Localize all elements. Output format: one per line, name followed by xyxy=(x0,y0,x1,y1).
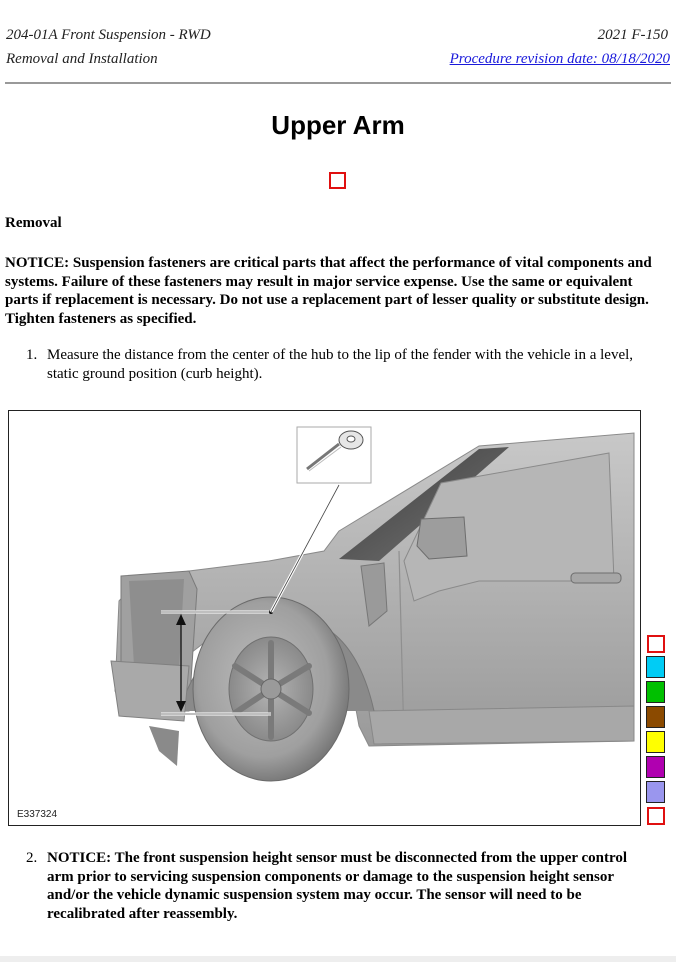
header-doc-type: Removal and Installation xyxy=(6,51,158,67)
removal-heading: Removal xyxy=(5,215,62,231)
swatch-purple[interactable] xyxy=(646,756,665,778)
step-2 xyxy=(26,849,656,923)
removal-notice: NOTICE: Suspension fasteners are critical parts that affect the performance of vital components and systems. Failure of these fasteners may result in major service expense. Use the same or equivalent parts if replacement is necessary. Do not use a replacement part of lesser quality or substitute design. Tighten fasteners as specified. xyxy=(5,255,652,327)
truck-body xyxy=(111,433,634,766)
figure-id-label: E337324 xyxy=(17,809,58,820)
swatch-marker-top[interactable] xyxy=(647,635,665,653)
step-text: NOTICE: The front suspension height sensor must be disconnected from the upper control arm prior to servicing suspension components or damage to the suspension height sensor and/or the vehicle dynamic suspension system may occur. The sensor will need to be recalibrated after reassembly. xyxy=(47,850,628,922)
title-marker-box[interactable] xyxy=(329,172,346,189)
front-wheel xyxy=(193,597,349,781)
illustration-figure xyxy=(8,410,641,826)
swatch-lavender[interactable] xyxy=(646,781,665,803)
revision-date-link[interactable]: Procedure revision date: 08/18/2020 xyxy=(449,51,670,67)
step-1 xyxy=(26,346,646,384)
step-text: Measure the distance from the center of the hub to the lip of the fender with the vehicle in a level, static ground position (curb height). xyxy=(47,347,634,382)
swatch-cyan[interactable] xyxy=(646,656,665,678)
header-divider xyxy=(5,82,671,84)
measuring-tape-icon xyxy=(297,427,371,483)
step-number: 2. xyxy=(26,850,38,866)
swatch-green[interactable] xyxy=(646,681,665,703)
swatch-marker-bottom[interactable] xyxy=(647,807,665,825)
bottom-divider xyxy=(0,956,676,962)
vehicle-illustration xyxy=(9,411,639,824)
step-number: 1. xyxy=(26,347,38,363)
page-title: Upper Arm xyxy=(271,110,405,140)
swatch-brown[interactable] xyxy=(646,706,665,728)
swatch-yellow[interactable] xyxy=(646,731,665,753)
header-vehicle: 2021 F-150 xyxy=(597,27,668,43)
header-section: 204-01A Front Suspension - RWD xyxy=(6,27,211,43)
